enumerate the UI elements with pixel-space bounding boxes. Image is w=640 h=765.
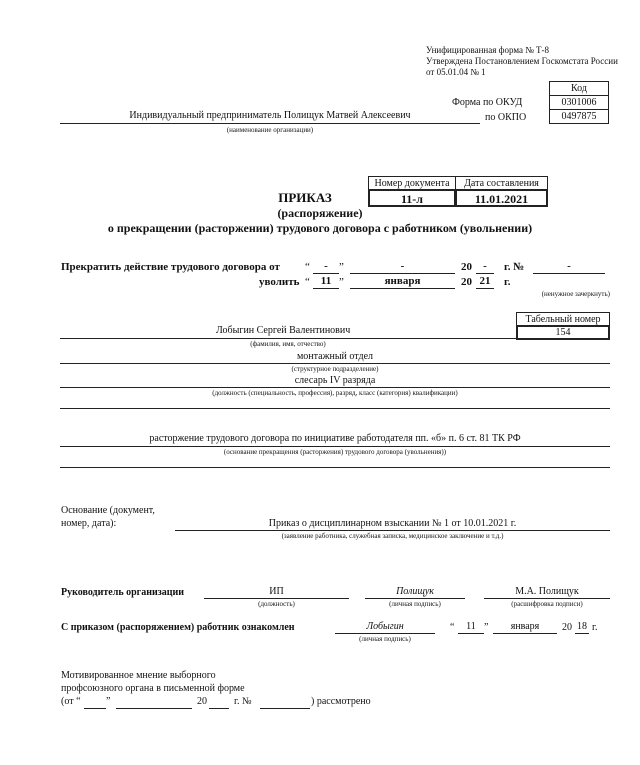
- ack-year-prefix: 20: [562, 622, 572, 633]
- strike-note: (ненужное зачеркнуть): [541, 290, 610, 298]
- terminate-number-label: г. №: [504, 261, 525, 273]
- head-name-caption: (расшифровка подписи): [511, 600, 583, 608]
- dismiss-label: уволить: [259, 276, 300, 288]
- quote-open-2: “: [305, 276, 310, 288]
- ack-year-suffix: г.: [592, 622, 598, 633]
- form-header-line1: Унифицированная форма № Т-8: [426, 45, 550, 55]
- terminate-year: -: [483, 260, 487, 272]
- ack-year: 18: [577, 621, 587, 632]
- organization-name: Индивидуальный предприниматель Полищук Матвей Алексеевич: [129, 110, 411, 121]
- head-position: ИП: [269, 586, 284, 597]
- employee-position-line-2: [60, 408, 610, 409]
- basis-line: [175, 530, 610, 531]
- organization-underline: [60, 123, 480, 124]
- terminate-year-line: [476, 273, 494, 274]
- employee-fio: Лобыгин Сергей Валентинович: [216, 325, 351, 336]
- dismiss-year-suffix: г.: [504, 276, 511, 288]
- okud-value: 0301006: [549, 95, 609, 110]
- basis-caption: (заявление работника, служебная записка, медицинское заключение и т.д.): [281, 532, 504, 540]
- form-header-line3: от 05.01.04 № 1: [426, 67, 486, 77]
- employee-department: монтажный отдел: [296, 351, 374, 362]
- okpo-label: по ОКПО: [485, 112, 527, 123]
- terminate-day-line: [313, 273, 339, 274]
- terminate-label: Прекратить действие трудового договора от: [61, 261, 280, 273]
- head-name: М.А. Полищук: [515, 586, 579, 597]
- ack-month-line: [493, 633, 557, 634]
- employee-signature: Лобыгин: [366, 621, 404, 632]
- dismiss-year-prefix: 20: [461, 276, 472, 288]
- basis-label-2: номер, дата):: [61, 518, 117, 529]
- ack-year-line: [575, 633, 589, 634]
- doc-date-value: 11.01.2021: [455, 189, 548, 207]
- dismiss-day: 11: [320, 275, 332, 287]
- employee-position-line: [60, 387, 610, 388]
- ack-month: января: [510, 621, 540, 632]
- terminate-number: -: [567, 260, 571, 272]
- employee-signature-caption: (личная подпись): [359, 635, 411, 643]
- union-year-line: [209, 708, 229, 709]
- order-description: о прекращении (расторжении) трудового договора с работником (увольнении): [107, 221, 533, 235]
- union-day-line: [84, 708, 106, 709]
- employee-fio-caption: (фамилия, имя, отчество): [250, 340, 326, 348]
- ack-day-line: [458, 633, 484, 634]
- union-line3-prefix: (от “: [61, 696, 81, 707]
- doc-date-header: Дата составления: [455, 176, 548, 190]
- order-subtitle: (распоряжение): [277, 206, 363, 220]
- organization-caption: (наименование организации): [226, 126, 314, 134]
- union-quote-close: ”: [106, 696, 111, 707]
- okud-label: Форма по ОКУД: [452, 97, 523, 108]
- ack-quote-close: ”: [484, 622, 489, 633]
- tab-number-value: 154: [516, 325, 610, 340]
- terminate-number-line: [533, 273, 605, 274]
- kod-header: Код: [549, 81, 609, 96]
- union-number-line: [260, 708, 310, 709]
- basis-text: Приказ о дисциплинарном взыскании № 1 от 10.01.2021 г.: [268, 518, 517, 529]
- tab-number-header: Табельный номер: [516, 312, 610, 326]
- basis-label-1: Основание (документ,: [61, 505, 155, 516]
- quote-open-1: “: [305, 261, 310, 273]
- union-month-line: [116, 708, 192, 709]
- dismiss-day-line: [313, 288, 339, 289]
- termination-reason: расторжение трудового договора по инициативе работодателя пп. «б» п. 6 ст. 81 ТК РФ: [149, 433, 521, 444]
- dismiss-year-line: [476, 288, 494, 289]
- terminate-year-prefix: 20: [461, 261, 472, 273]
- union-suffix: ) рассмотрено: [311, 696, 371, 707]
- dismiss-month: января: [384, 275, 421, 287]
- union-number-label: г. №: [234, 696, 252, 707]
- head-name-line: [484, 598, 610, 599]
- employee-position: слесарь IV разряда: [294, 375, 376, 386]
- union-line1: Мотивированное мнение выборного: [61, 670, 216, 681]
- quote-close-1: ”: [339, 261, 344, 273]
- employee-signature-line: [335, 633, 435, 634]
- ack-day: 11: [466, 621, 476, 632]
- head-signature: Полищук: [396, 586, 434, 597]
- ack-quote-open: “: [450, 622, 455, 633]
- union-line2: профсоюзного органа в письменной форме: [61, 683, 245, 694]
- employee-department-line: [60, 363, 610, 364]
- terminate-day: -: [324, 260, 328, 272]
- termination-reason-line: [60, 446, 610, 447]
- form-header-line2: Утверждена Постановлением Госкомстата России: [426, 56, 618, 66]
- head-position-caption: (должность): [258, 600, 295, 608]
- doc-number-header: Номер документа: [368, 176, 456, 190]
- terminate-month: -: [400, 260, 405, 272]
- ack-label: С приказом (распоряжением) работник ознакомлен: [61, 622, 295, 633]
- okpo-value: 0497875: [549, 109, 609, 124]
- termination-reason-caption: (основание прекращения (расторжения) трудового договора (увольнения)): [223, 448, 447, 456]
- employee-position-caption: (должность (специальность, профессия), разряд, класс (категория) квалификации): [212, 389, 458, 397]
- quote-close-2: ”: [339, 276, 344, 288]
- terminate-month-line: [350, 273, 455, 274]
- employee-fio-line: [60, 338, 516, 339]
- doc-number-value: 11-л: [368, 189, 456, 207]
- union-year-prefix: 20: [197, 696, 207, 707]
- termination-reason-line-2: [60, 467, 610, 468]
- dismiss-month-line: [350, 288, 455, 289]
- dismiss-year: 21: [479, 275, 491, 287]
- employee-department-caption: (структурное подразделение): [291, 365, 379, 373]
- head-label: Руководитель организации: [61, 587, 185, 598]
- order-title: ПРИКАЗ: [278, 190, 332, 205]
- head-signature-caption: (личная подпись): [389, 600, 441, 608]
- head-signature-line: [365, 598, 465, 599]
- head-position-line: [204, 598, 349, 599]
